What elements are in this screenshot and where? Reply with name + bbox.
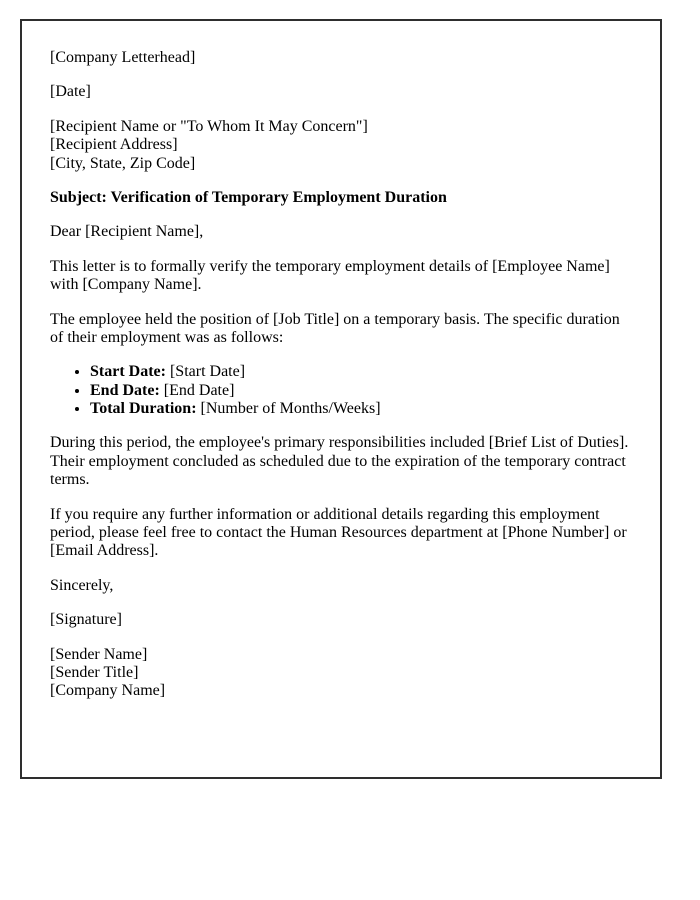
total-duration-value: [Number of Months/Weeks] <box>200 400 381 418</box>
sender-name-line: [Sender Name] <box>50 645 148 663</box>
recipient-address-block <box>50 118 632 173</box>
intro-paragraph: This letter is to formally verify the temporary employment details of [Employee Name] with [Company Name]. <box>50 257 610 294</box>
position-paragraph: The employee held the position of [Job Title] on a temporary basis. The specific duration of their employment was as follows: <box>50 310 620 346</box>
recipient-city-state-zip-line: [City, State, Zip Code] <box>50 154 196 172</box>
sender-company-line: [Company Name] <box>50 682 166 700</box>
signature-placeholder: [Signature] <box>50 611 122 629</box>
end-date-label: End Date: <box>90 381 164 399</box>
list-item-start-date <box>90 363 632 381</box>
start-date-value: [Start Date] <box>169 363 246 381</box>
closing-line: Sincerely, <box>50 576 114 594</box>
duties-paragraph: During this period, the employee's primary responsibilities included [Brief List of Duties]. Their employment concluded as scheduled due to the expiration of the temporary contract terms. <box>50 434 629 489</box>
sender-block <box>50 646 632 701</box>
date-line: [Date] <box>50 83 91 101</box>
letter-document <box>20 19 662 779</box>
contact-paragraph: If you require any further information or additional details regarding this employment period, please feel free to contact the Human Resources department at [Phone Number] or [Email Address]. <box>50 505 627 560</box>
subject-line: Subject: Verification of Temporary Employment Duration <box>50 188 447 206</box>
start-date-label: Start Date: <box>90 363 170 381</box>
company-letterhead: [Company Letterhead] <box>50 49 196 66</box>
total-duration-label: Total Duration: <box>90 400 201 418</box>
sender-title-line: [Sender Title] <box>50 663 139 681</box>
salutation: Dear [Recipient Name], <box>50 223 204 241</box>
list-item-total-duration <box>90 400 632 418</box>
duration-list <box>50 363 632 418</box>
list-item-end-date <box>90 382 632 400</box>
recipient-name-line: [Recipient Name or "To Whom It May Concern"] <box>50 117 368 135</box>
recipient-address-line: [Recipient Address] <box>50 136 178 154</box>
end-date-value: [End Date] <box>163 381 235 399</box>
